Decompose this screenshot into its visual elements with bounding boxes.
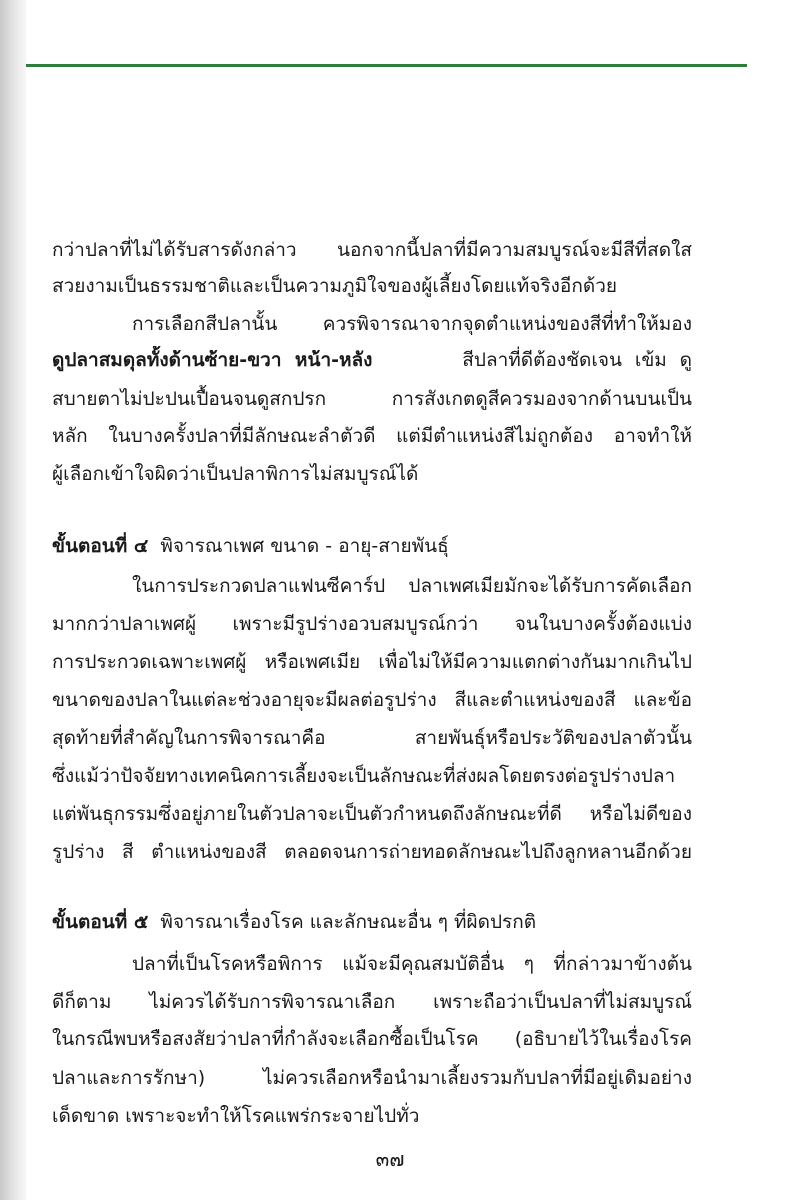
body-text-line: ผู้เลือกเข้าใจผิดว่าเป็นปลาพิการไม่สมบูรณ์ได้ bbox=[52, 463, 419, 485]
body-text-segment: สีปลาที่ดีต้องชัดเจน เข้ม ดู bbox=[462, 349, 692, 371]
emphasis-text: ดูปลาสมดุลทั้งด้านซ้าย-ขวา หน้า-หลัง bbox=[52, 349, 373, 371]
step-label: ขั้นตอนที่ ๕ bbox=[52, 911, 149, 933]
body-text-line: ขนาดของปลาในแต่ละช่วงอายุจะมีผลต่อรูปร่าง สีและตำแหน่งของสี และข้อ bbox=[52, 689, 692, 711]
body-text-line: ในการประกวดปลาแฟนซีคาร์ป ปลาเพศเมียมักจะได้รับการคัดเลือก bbox=[132, 575, 692, 597]
body-text-line: ในกรณีพบหรือสงสัยว่าปลาที่กำลังจะเลือกซื้อเป็นโรค (อธิบายไว้ในเรื่องโรค bbox=[52, 1028, 692, 1050]
body-text-line: กว่าปลาที่ไม่ได้รับสารดังกล่าว นอกจากนี้ปลาที่มีความสมบูรณ์จะมีสีที่สดใส bbox=[52, 239, 692, 261]
step-title: พิจารณาเพศ ขนาด - อายุ-สายพันธุ์ bbox=[160, 535, 449, 557]
step-label: ขั้นตอนที่ ๔ bbox=[52, 535, 149, 557]
body-text-line: สุดท้ายที่สำคัญในการพิจารณาคือ สายพันธุ์หรือประวัติของปลาตัวนั้น bbox=[52, 727, 692, 749]
section-heading-step-4 bbox=[52, 532, 692, 560]
body-text-line: รูปร่าง สี ตำแหน่งของสี ตลอดจนการถ่ายทอดลักษณะไปถึงลูกหลานอีกด้วย bbox=[52, 841, 692, 863]
body-text-line: เด็ดขาด เพราะจะทำให้โรคแพร่กระจายไปทั่ว bbox=[52, 1105, 420, 1127]
page-edge-shadow bbox=[0, 0, 26, 1200]
body-text-line: มากกว่าปลาเพศผู้ เพราะมีรูปร่างอวบสมบูรณ์กว่า จนในบางครั้งต้องแบ่ง bbox=[52, 613, 692, 635]
section-heading-step-5 bbox=[52, 908, 692, 936]
body-text-line: ดีก็ตาม ไม่ควรได้รับการพิจารณาเลือก เพราะถือว่าเป็นปลาที่ไม่สมบูรณ์ bbox=[52, 991, 692, 1013]
body-text-line: ซึ่งแม้ว่าปัจจัยทางเทคนิคการเลี้ยงจะเป็นลักษณะที่ส่งผลโดยตรงต่อรูปร่างปลา bbox=[52, 765, 676, 787]
body-text-line: การเลือกสีปลานั้น ควรพิจารณาจากจุดตำแหน่งของสีที่ทำให้มอง bbox=[132, 313, 692, 335]
body-text-line: การประกวดเฉพาะเพศผู้ หรือเพศเมีย เพื่อไม่ให้มีความแตกต่างกันมากเกินไป bbox=[52, 651, 692, 673]
body-text-line: สวยงามเป็นธรรมชาติและเป็นความภูมิใจของผู้เลี้ยงโดยแท้จริงอีกด้วย bbox=[52, 275, 617, 297]
body-text-line bbox=[52, 346, 692, 374]
body-text-line: ปลาที่เป็นโรคหรือพิการ แม้จะมีคุณสมบัติอื่น ๆ ที่กล่าวมาข้างต้น bbox=[132, 953, 692, 975]
header-rule bbox=[26, 64, 747, 67]
page-number: ๓๗ bbox=[375, 1147, 405, 1171]
step-title: พิจารณาเรื่องโรค และลักษณะอื่น ๆ ที่ผิดปรกติ bbox=[160, 911, 537, 933]
body-text-line: ปลาและการรักษา) ไม่ควรเลือกหรือนำมาเลี้ยงรวมกับปลาที่มีอยู่เดิมอย่าง bbox=[52, 1067, 692, 1089]
body-text-line: แต่พันธุกรรมซึ่งอยู่ภายในตัวปลาจะเป็นตัวกำหนดถึงลักษณะที่ดี หรือไม่ดีของ bbox=[52, 803, 692, 825]
body-text-line: สบายตาไม่ปะปนเปื้อนจนดูสกปรก การสังเกตดูสีควรมองจากด้านบนเป็น bbox=[52, 388, 692, 410]
body-text-line: หลัก ในบางครั้งปลาที่มีลักษณะลำตัวดี แต่มีตำแหน่งสีไม่ถูกต้อง อาจทำให้ bbox=[52, 425, 692, 447]
